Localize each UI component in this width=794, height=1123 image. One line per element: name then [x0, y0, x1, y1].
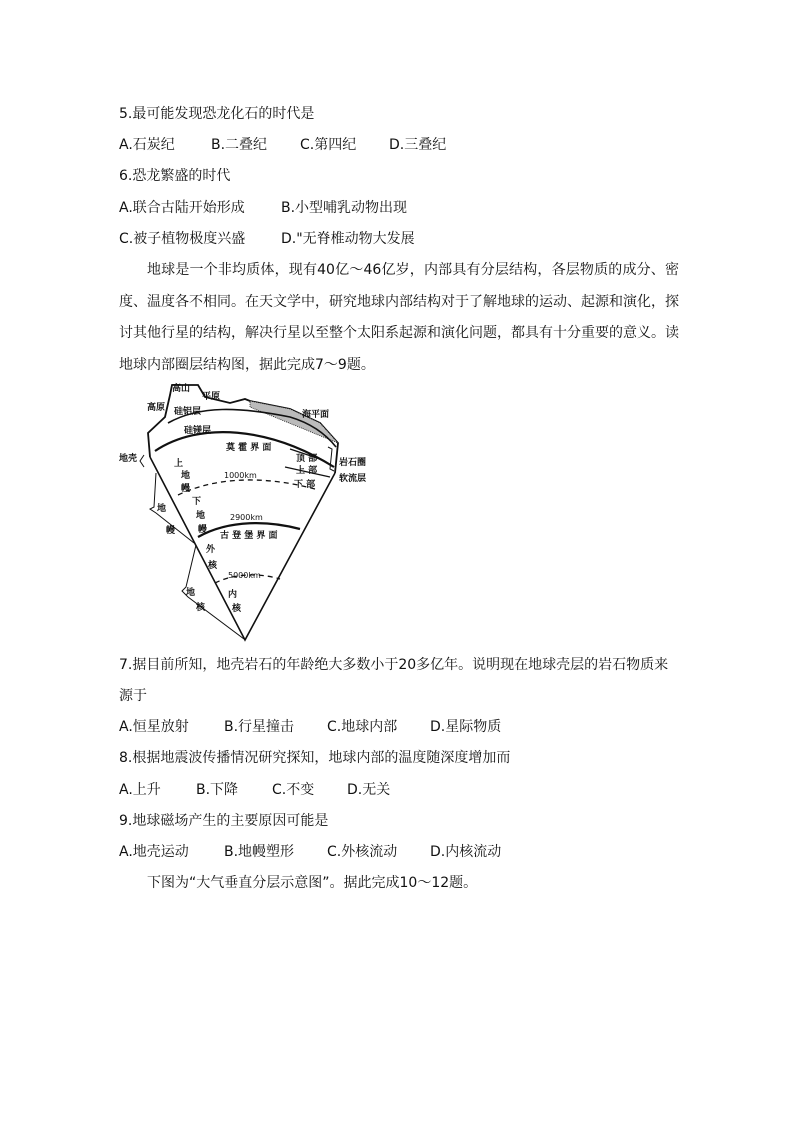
label-man-a: 幔 [181, 484, 191, 494]
label-man-b: 幔 [166, 526, 176, 536]
label-2900km: 2900km [230, 513, 263, 522]
label-gaoyuan: 高原 [147, 403, 166, 413]
q8-stem: 8.根据地震波传播情况研究探知，地球内部的温度随深度增加而 [119, 750, 511, 766]
label-moho: 莫 霍 界 面 [226, 443, 272, 453]
label-wai: 外 [206, 545, 216, 555]
q7-option-d: D.星际物质 [430, 719, 502, 735]
label-guimei: 硅镁层 [184, 426, 212, 436]
label-diqiao: 地壳 [119, 454, 138, 464]
q8-option-c: C.不变 [272, 782, 315, 798]
label-diqiao-di: 地 [181, 471, 191, 481]
q7-option-c: C.地球内部 [327, 719, 398, 735]
label-di-core: 地 [186, 588, 196, 598]
q5-option-a: A.石炭纪 [119, 137, 175, 153]
label-pingyuan: 平原 [202, 392, 221, 402]
q9-option-b: B.地幔塑形 [224, 844, 295, 860]
q9-option-a: A.地壳运动 [119, 844, 189, 860]
label-shangbu: 上 部 [296, 466, 318, 476]
q5-option-c: C.第四纪 [300, 137, 357, 153]
q5-stem: 5.最可能发现恐龙化石的时代是 [119, 106, 315, 122]
label-gaoshan: 高山 [172, 384, 191, 394]
label-shang: 上 [174, 459, 184, 469]
label-5000km: 5000km [228, 571, 261, 580]
q7-option-b: B.行星撞击 [224, 719, 295, 735]
label-1000km: 1000km [224, 471, 257, 480]
label-xiabu: 下 部 [294, 480, 316, 490]
q9-option-c: C.外核流动 [327, 844, 398, 860]
label-he2: 核 [232, 604, 242, 614]
label-dingbu: 顶 部 [296, 454, 318, 464]
q7-stem-line2: 源于 [119, 688, 147, 704]
q5-option-d: D.三叠纪 [389, 137, 447, 153]
label-he1: 核 [208, 561, 218, 571]
passage-earth-interior: 地球是一个非均质体，现有40亿～46亿岁，内部具有分层结构，各层物质的成分、密度、温度各不相同。在天文学中，研究地球内部结构对于了解地球的运动、起源和演化，探讨其他行星的结构，解决行星以至整个太阳系起源和演化问题，都具有十分重要的意义。读地球内部圈层结构图，据此完成7～9题。 [119, 262, 679, 373]
q6-options-row1 [119, 198, 407, 218]
label-nei: 内 [228, 590, 238, 600]
q9-option-d: D.内核流动 [430, 844, 502, 860]
q7-option-a: A.恒星放射 [119, 719, 189, 735]
label-haipingmian: 海平面 [302, 410, 330, 420]
q8-options [119, 780, 390, 800]
q7-stem-line1: 7.据目前所知，地壳岩石的年龄绝大多数小于20多亿年。说明现在地球壳层的岩石物质来 [119, 657, 669, 673]
label-xia: 下 [192, 497, 202, 507]
q8-option-a: A.上升 [119, 782, 161, 798]
earth-interior-diagram [110, 377, 410, 647]
q5-options [119, 135, 446, 155]
label-gutenberg: 古 登 堡 界 面 [220, 531, 278, 541]
q6-stem: 6.恐龙繁盛的时代 [119, 168, 231, 184]
q9-options [119, 842, 501, 862]
passage-atmosphere: 下图为“大气垂直分层示意图”。据此完成10～12题。 [147, 875, 478, 891]
label-he-core: 核 [196, 603, 206, 613]
q6-option-b: B.小型哺乳动物出现 [281, 200, 408, 216]
label-yanshiquan: 岩石圈 [339, 458, 367, 468]
q8-option-d: D.无关 [347, 782, 391, 798]
crust-bracket [140, 455, 144, 467]
q6-option-c: C.被子植物极度兴盛 [119, 231, 246, 247]
q6-options-row2 [119, 229, 415, 249]
q5-option-b: B.二叠纪 [211, 137, 268, 153]
q9-stem: 9.地球磁场产生的主要原因可能是 [119, 813, 329, 829]
label-di-man-b: 地 [157, 504, 167, 514]
label-di-man-c: 地 [196, 511, 206, 521]
q6-option-d: D."无脊椎动物大发展 [281, 231, 415, 247]
label-guilv: 硅铝层 [174, 407, 202, 417]
q7-options [119, 717, 501, 737]
q8-option-b: B.下降 [196, 782, 239, 798]
label-ruanliu: 软流层 [339, 474, 367, 484]
label-man-c: 幔 [198, 525, 208, 535]
q6-option-a: A.联合古陆开始形成 [119, 200, 245, 216]
